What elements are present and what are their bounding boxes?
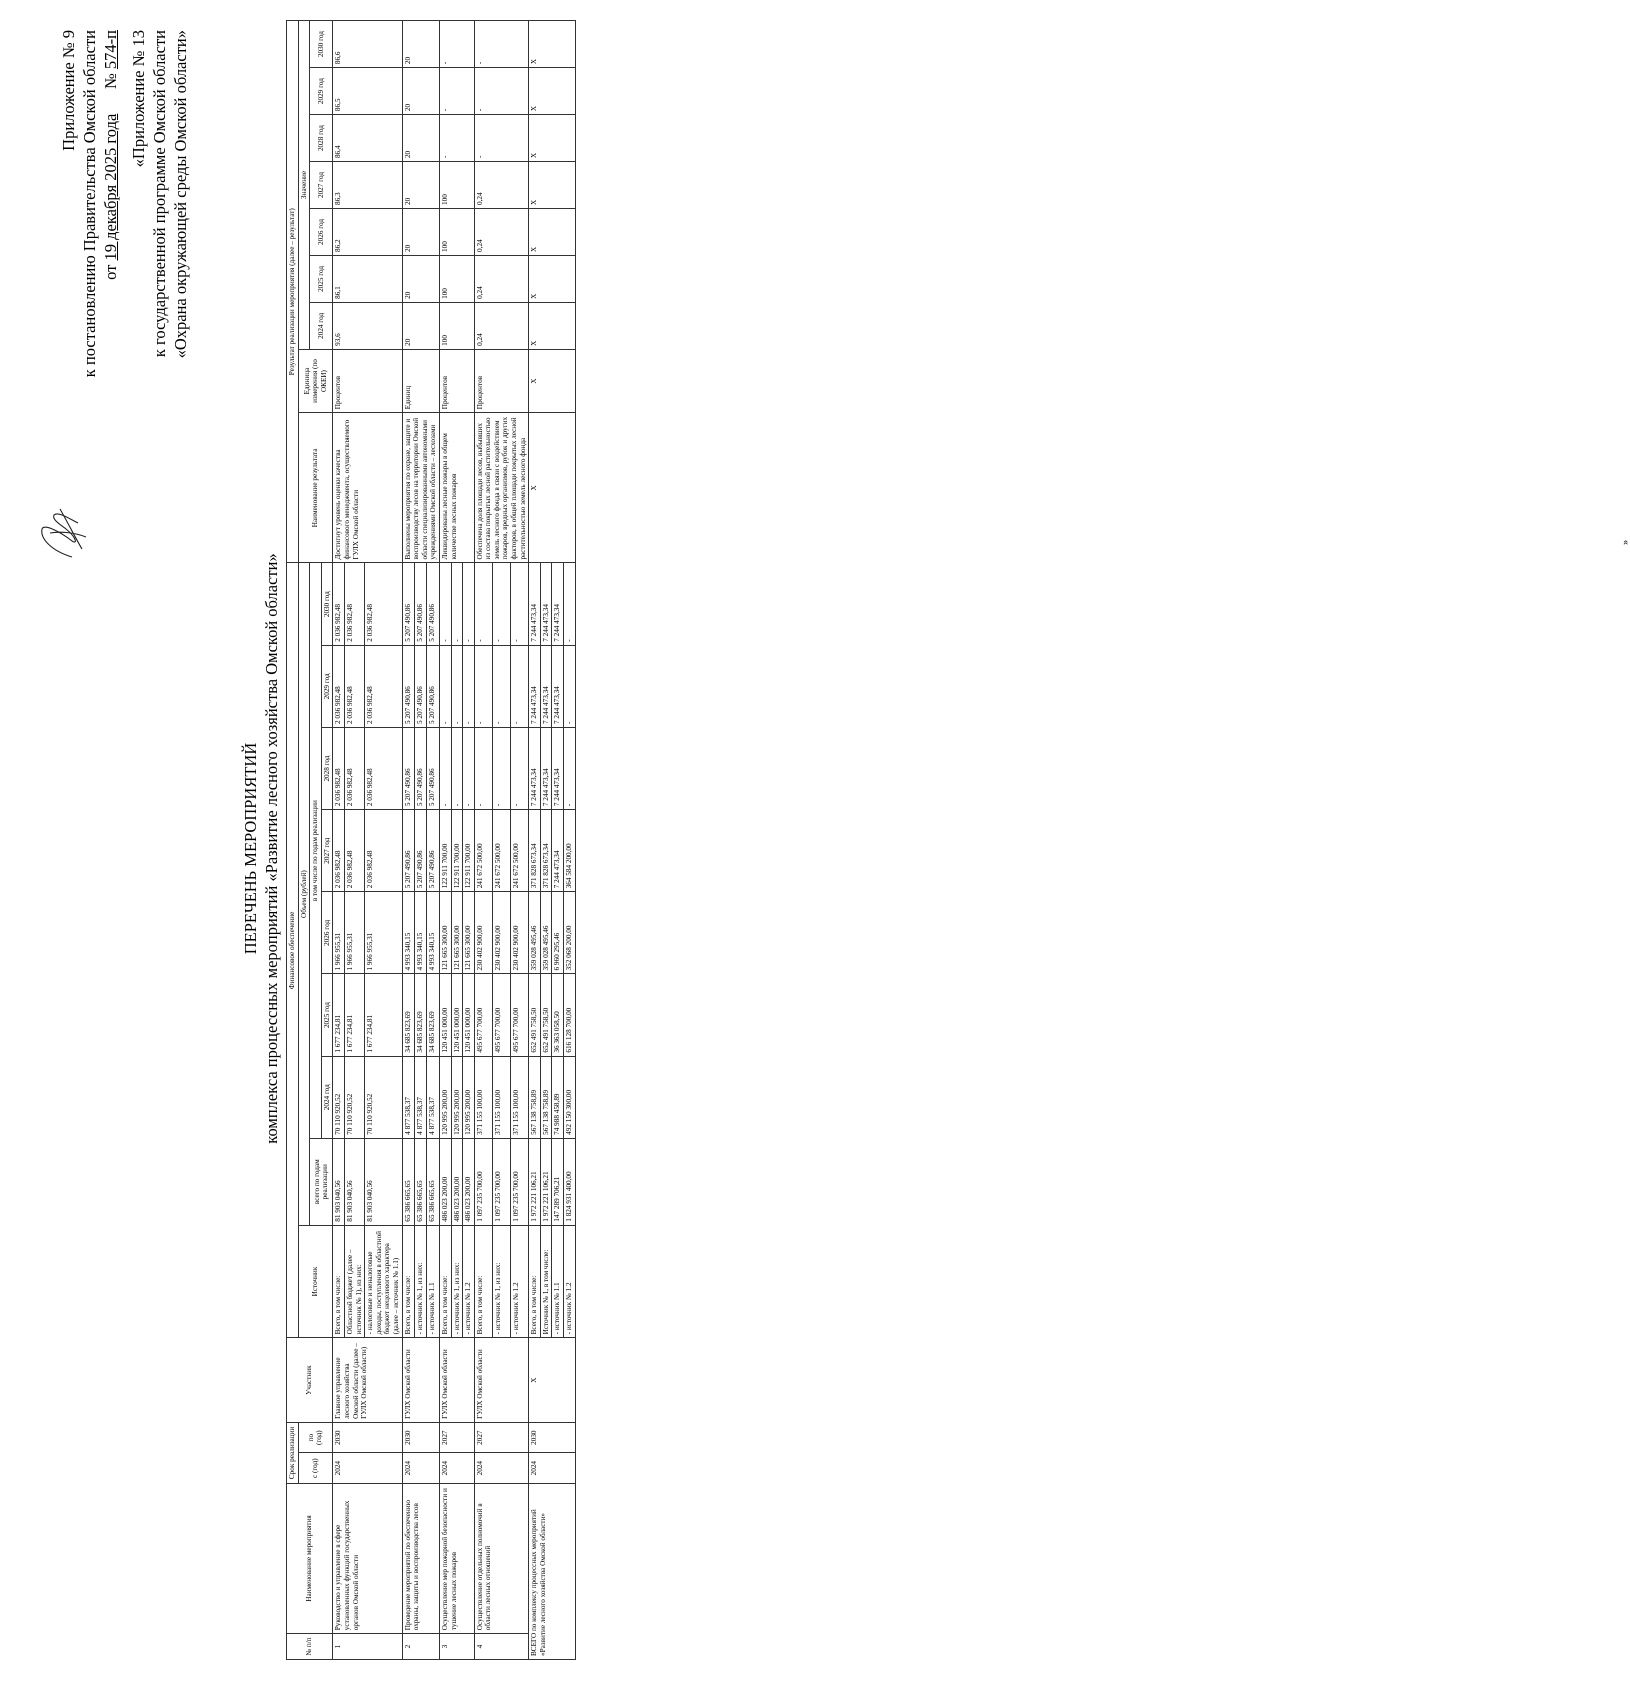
funding-amount: 495 677 700,00 xyxy=(474,974,492,1056)
funding-amount: 2 036 982,48 xyxy=(344,727,364,809)
row-number: 1 xyxy=(333,1634,402,1660)
total-name: ВСЕГО по комплексу процессных мероприятий «Развитие лесного хозяйства Омской области» xyxy=(529,1483,575,1659)
funding-amount: 359 028 495,46 xyxy=(540,892,552,974)
result-unit: X xyxy=(529,349,575,412)
funding-amount: 4 993 340,15 xyxy=(402,892,414,974)
decree-date: 19 декабря 2025 года xyxy=(101,113,120,261)
funding-amount: 2 036 982,48 xyxy=(365,645,402,727)
th-value-year: 2028 год xyxy=(310,115,333,162)
header-text: № xyxy=(101,73,120,89)
title-line: ПЕРЕЧЕНЬ МЕРОПРИЯТИЙ xyxy=(241,742,260,955)
funding-amount: 5 207 490,86 xyxy=(402,563,414,645)
funding-amount: 241 672 500,00 xyxy=(511,810,529,892)
funding-amount: - xyxy=(511,645,529,727)
th-value-year: 2024 год xyxy=(310,302,333,349)
term-to: 2027 xyxy=(439,1422,474,1453)
result-value: 100 xyxy=(439,162,474,209)
result-value: 20 xyxy=(402,208,439,255)
funding-amount: 70 110 920,52 xyxy=(365,1056,402,1138)
funding-amount: - xyxy=(451,563,463,645)
header-line: Приложение № 9 xyxy=(59,30,78,151)
funding-amount: 121 665 300,00 xyxy=(451,892,463,974)
header-appendix-9 xyxy=(58,30,121,377)
funding-amount: 5 207 490,86 xyxy=(414,727,426,809)
result-name: Обеспечена доля площади лесов, выбывших из состава покрытых лесной растительностью земель лесного фонда в связи с воздействием пожаров, вредных организмов, рубок и других факторов, в общей площади покрытых лесной растительностью земель лесного фонда xyxy=(474,413,529,563)
header-date-line xyxy=(100,30,121,377)
funding-amount: 65 386 665,65 xyxy=(402,1138,414,1225)
th-source: Источник xyxy=(298,1225,333,1338)
funding-amount: - xyxy=(439,645,451,727)
funding-amount: - xyxy=(451,727,463,809)
result-value: X xyxy=(529,21,575,68)
funding-amount: 241 672 500,00 xyxy=(474,810,492,892)
funding-amount: 241 672 500,00 xyxy=(492,810,510,892)
funding-amount: 371 155 100,00 xyxy=(511,1056,529,1138)
funding-amount: 7 244 473,34 xyxy=(552,727,564,809)
funding-amount: 121 665 300,00 xyxy=(439,892,451,974)
funding-amount: 371 828 673,34 xyxy=(529,810,541,892)
result-value: - xyxy=(439,68,474,115)
funding-amount: 371 828 673,34 xyxy=(540,810,552,892)
funding-amount: 5 207 490,86 xyxy=(427,563,439,645)
funding-source: Всего, в том числе: xyxy=(439,1225,451,1338)
funding-source: - источник № 1, из них: xyxy=(414,1225,426,1338)
funding-amount: 567 138 758,89 xyxy=(540,1056,552,1138)
funding-amount: 120 995 200,00 xyxy=(439,1056,451,1138)
funding-amount: - xyxy=(564,727,576,809)
funding-amount: 486 023 200,00 xyxy=(451,1138,463,1225)
th-from: с (год) xyxy=(298,1453,333,1484)
result-value: 20 xyxy=(402,68,439,115)
funding-amount: 81 903 040,56 xyxy=(344,1138,364,1225)
result-value: X xyxy=(529,162,575,209)
funding-amount: 7 244 473,34 xyxy=(552,645,564,727)
term-to: 2030 xyxy=(529,1422,575,1453)
funding-amount: 5 207 490,86 xyxy=(427,727,439,809)
funding-amount: 7 244 473,34 xyxy=(552,810,564,892)
funding-amount: 81 903 040,56 xyxy=(333,1138,345,1225)
funding-amount: 1 677 234,81 xyxy=(333,974,345,1056)
funding-amount: - xyxy=(564,645,576,727)
th-year: 2029 год xyxy=(321,645,333,727)
measure-name: Руководство и управление в сфере установленных функций государственных органов Омской области xyxy=(333,1483,402,1633)
result-value: 86,4 xyxy=(333,115,402,162)
result-value: 86,6 xyxy=(333,21,402,68)
funding-amount: - xyxy=(511,563,529,645)
funding-amount: 120 451 000,00 xyxy=(439,974,451,1056)
funding-amount: 1 097 235 700,00 xyxy=(511,1138,529,1225)
th-finance: Финансовое обеспечение xyxy=(287,563,299,1338)
funding-amount: 2 036 982,48 xyxy=(344,645,364,727)
funding-amount: 81 903 040,56 xyxy=(365,1138,402,1225)
th-result: Результат реализации мероприятия (далее – результат) xyxy=(287,21,299,564)
funding-amount: 1 966 955,31 xyxy=(333,892,345,974)
table-head xyxy=(287,21,333,1660)
funding-amount: 230 402 900,00 xyxy=(474,892,492,974)
funding-amount: 5 207 490,86 xyxy=(402,810,414,892)
th-year: 2028 год xyxy=(321,727,333,809)
funding-amount: 7 244 473,34 xyxy=(529,563,541,645)
funding-amount: 230 402 900,00 xyxy=(511,892,529,974)
funding-amount: 7 244 473,34 xyxy=(540,563,552,645)
result-value: 86,5 xyxy=(333,68,402,115)
funding-source: - источник № 1.1 xyxy=(552,1225,564,1338)
funding-amount: 4 993 340,15 xyxy=(427,892,439,974)
result-value: - xyxy=(439,21,474,68)
result-value: 100 xyxy=(439,208,474,255)
funding-amount: 7 244 473,34 xyxy=(529,645,541,727)
funding-amount: 359 028 495,46 xyxy=(529,892,541,974)
funding-source: - источник № 1, из них: xyxy=(492,1225,510,1338)
header-line: к государственной программе Омской области xyxy=(150,30,169,358)
funding-amount: 120 451 000,00 xyxy=(451,974,463,1056)
funding-amount: 2 036 982,48 xyxy=(333,645,345,727)
measures-table xyxy=(286,20,576,1660)
funding-amount: 65 386 665,65 xyxy=(427,1138,439,1225)
funding-amount: 34 685 823,69 xyxy=(414,974,426,1056)
result-unit: Процентов xyxy=(474,349,529,412)
result-value: 20 xyxy=(402,255,439,302)
term-to: 2030 xyxy=(402,1422,439,1453)
result-value: 93,6 xyxy=(333,302,402,349)
title-line: комплекса процессных мероприятий «Развитие лесного хозяйства Омской области» xyxy=(262,553,281,1144)
result-name: Ликвидированы лесные пожары в общем количестве лесных пожаров xyxy=(439,413,474,563)
funding-amount: 2 036 982,48 xyxy=(333,563,345,645)
funding-amount: 122 911 700,00 xyxy=(451,810,463,892)
funding-amount: 4 993 340,15 xyxy=(414,892,426,974)
funding-amount: 1 966 955,31 xyxy=(344,892,364,974)
result-value: X xyxy=(529,255,575,302)
signature-mark xyxy=(32,503,92,563)
measure-name: Осуществление мер пожарной безопасности и тушение лесных пожаров xyxy=(439,1483,474,1633)
funding-source: Всего, в том числе: xyxy=(529,1225,541,1338)
funding-amount: 4 877 538,37 xyxy=(414,1056,426,1138)
th-result-name: Наименование результата xyxy=(298,413,333,563)
closing-quote: » xyxy=(1620,539,1630,545)
result-value: - xyxy=(474,68,529,115)
header-line: к постановлению Правительства Омской области xyxy=(80,30,99,378)
table-row xyxy=(474,21,492,1660)
th-to: по (год) xyxy=(298,1422,333,1453)
funding-source: - налоговые и неналоговые доходы, поступления в областной бюджет нецелевого характера (далее – источник № 1.1) xyxy=(365,1225,402,1338)
th-year: 2026 год xyxy=(321,892,333,974)
result-value: X xyxy=(529,115,575,162)
th-year: 2027 год xyxy=(321,810,333,892)
th-volume: Объем (рублей) xyxy=(298,563,310,1225)
funding-amount: 6 960 295,46 xyxy=(552,892,564,974)
funding-amount: - xyxy=(463,727,475,809)
term-from: 2024 xyxy=(402,1453,439,1484)
funding-amount: 1 972 221 106,21 xyxy=(529,1138,541,1225)
document-title xyxy=(240,0,282,1697)
row-number: 3 xyxy=(439,1634,474,1660)
funding-amount: 5 207 490,86 xyxy=(414,810,426,892)
th-by-years: в том числе по годам реализации xyxy=(310,563,322,1138)
term-to: 2030 xyxy=(333,1422,402,1453)
result-value: X xyxy=(529,68,575,115)
result-value: 0,24 xyxy=(474,255,529,302)
funding-amount: 567 138 758,89 xyxy=(529,1056,541,1138)
result-unit: Процентов xyxy=(439,349,474,412)
row-number: 2 xyxy=(402,1634,439,1660)
funding-amount: 4 877 538,37 xyxy=(402,1056,414,1138)
result-name: X xyxy=(529,413,575,563)
funding-amount: 230 402 900,00 xyxy=(492,892,510,974)
th-value: Значение xyxy=(298,21,310,350)
funding-amount: 70 110 920,52 xyxy=(344,1056,364,1138)
funding-amount: 364 584 200,00 xyxy=(564,810,576,892)
table-row xyxy=(439,21,451,1660)
funding-amount: 5 207 490,86 xyxy=(402,727,414,809)
funding-amount: 122 911 700,00 xyxy=(439,810,451,892)
funding-amount: 121 665 300,00 xyxy=(463,892,475,974)
result-value: 0,24 xyxy=(474,162,529,209)
funding-amount: - xyxy=(492,727,510,809)
funding-amount: 5 207 490,86 xyxy=(414,645,426,727)
funding-amount: 2 036 982,48 xyxy=(333,810,345,892)
participant: X xyxy=(529,1338,575,1423)
funding-source: - источник № 1.2 xyxy=(511,1225,529,1338)
funding-amount: 120 995 200,00 xyxy=(463,1056,475,1138)
header-appendix-13 xyxy=(128,30,191,358)
decree-number: 574-п xyxy=(101,30,120,70)
funding-amount: 5 207 490,86 xyxy=(414,563,426,645)
funding-amount: 1 972 221 106,21 xyxy=(540,1138,552,1225)
funding-amount: - xyxy=(463,563,475,645)
term-from: 2024 xyxy=(333,1453,402,1484)
funding-amount: 7 244 473,34 xyxy=(540,645,552,727)
result-value: 100 xyxy=(439,302,474,349)
result-value: - xyxy=(474,115,529,162)
funding-amount: 652 491 758,50 xyxy=(540,974,552,1056)
funding-amount: 36 363 058,50 xyxy=(552,974,564,1056)
funding-amount: 122 911 700,00 xyxy=(463,810,475,892)
th-value-year: 2025 год xyxy=(310,255,333,302)
result-value: - xyxy=(439,115,474,162)
funding-source: - источник № 1.2 xyxy=(564,1225,576,1338)
funding-amount: 1 677 234,81 xyxy=(365,974,402,1056)
measure-name: Проведение мероприятий по обеспечению охраны, защиты и воспроизводства лесов xyxy=(402,1483,439,1633)
funding-source: - источник № 1.2 xyxy=(463,1225,475,1338)
th-year: 2024 год xyxy=(321,1056,333,1138)
th-year: 2030 год xyxy=(321,563,333,645)
table-body xyxy=(333,21,575,1660)
funding-amount: 371 155 100,00 xyxy=(474,1056,492,1138)
funding-amount: - xyxy=(511,727,529,809)
result-value: 86,2 xyxy=(333,208,402,255)
result-value: 0,24 xyxy=(474,208,529,255)
funding-amount: - xyxy=(439,563,451,645)
funding-amount: 492 150 300,00 xyxy=(564,1056,576,1138)
funding-amount: 147 289 706,21 xyxy=(552,1138,564,1225)
participant: Главное управление лесного хозяйства Омской области (далее – ГУЛХ Омской области) xyxy=(333,1338,402,1423)
funding-amount: 1 966 955,31 xyxy=(365,892,402,974)
funding-amount: 495 677 700,00 xyxy=(492,974,510,1056)
row-number: 4 xyxy=(474,1634,529,1660)
result-name: Выполнены мероприятия по охране, защите и воспроизводству лесов на территории Омской области специализированными автономными учреждениями Омской области – лесхозами xyxy=(402,413,439,563)
result-value: X xyxy=(529,208,575,255)
funding-amount: 70 110 920,52 xyxy=(333,1056,345,1138)
table-row xyxy=(333,21,345,1660)
funding-amount: 7 244 473,34 xyxy=(540,727,552,809)
funding-amount: 2 036 982,48 xyxy=(365,727,402,809)
funding-amount: 352 068 200,00 xyxy=(564,892,576,974)
funding-amount: 652 491 758,50 xyxy=(529,974,541,1056)
funding-source: - источник № 1, из них: xyxy=(451,1225,463,1338)
result-value: 0,24 xyxy=(474,302,529,349)
funding-amount: 74 988 458,89 xyxy=(552,1056,564,1138)
funding-amount: 4 877 538,37 xyxy=(427,1056,439,1138)
th-value-year: 2029 год xyxy=(310,68,333,115)
funding-amount: - xyxy=(451,645,463,727)
funding-amount: 5 207 490,86 xyxy=(427,810,439,892)
th-participant: Участник xyxy=(287,1338,333,1423)
result-value: 20 xyxy=(402,21,439,68)
funding-amount: - xyxy=(439,727,451,809)
result-unit: Единиц xyxy=(402,349,439,412)
funding-amount: 1 097 235 700,00 xyxy=(492,1138,510,1225)
funding-amount: 2 036 982,48 xyxy=(344,563,364,645)
funding-amount: 5 207 490,86 xyxy=(402,645,414,727)
term-from: 2024 xyxy=(529,1453,575,1484)
result-value: - xyxy=(474,21,529,68)
funding-amount: 2 036 982,48 xyxy=(365,810,402,892)
funding-source: Всего, в том числе: xyxy=(333,1225,345,1338)
funding-amount: 120 451 000,00 xyxy=(463,974,475,1056)
funding-source: Источник № 1, в том числе: xyxy=(540,1225,552,1338)
funding-amount: - xyxy=(492,645,510,727)
measure-name: Осуществление отдельных полномочий в области лесных отношений xyxy=(474,1483,529,1633)
th-year: 2025 год xyxy=(321,974,333,1056)
result-value: 100 xyxy=(439,255,474,302)
th-term: Срок реализации xyxy=(287,1422,299,1483)
result-value: 20 xyxy=(402,162,439,209)
th-value-year: 2026 год xyxy=(310,208,333,255)
th-name: Наименование мероприятия xyxy=(287,1483,333,1633)
funding-amount: 616 128 700,00 xyxy=(564,974,576,1056)
participant: ГУЛХ Омской области xyxy=(439,1338,474,1423)
funding-amount: - xyxy=(474,727,492,809)
funding-amount: 371 155 100,00 xyxy=(492,1056,510,1138)
header-text: от xyxy=(101,264,120,280)
funding-amount: 2 036 982,48 xyxy=(333,727,345,809)
participant: ГУЛХ Омской области xyxy=(474,1338,529,1423)
result-value: 86,3 xyxy=(333,162,402,209)
funding-amount: - xyxy=(474,563,492,645)
funding-amount: 1 677 234,81 xyxy=(344,974,364,1056)
total-row xyxy=(529,21,541,1660)
th-num: № п/п xyxy=(287,1634,333,1660)
funding-source: - источник № 1.1 xyxy=(427,1225,439,1338)
funding-amount: 65 386 665,65 xyxy=(414,1138,426,1225)
funding-amount: 2 036 982,48 xyxy=(344,810,364,892)
funding-amount: - xyxy=(564,563,576,645)
term-to: 2027 xyxy=(474,1422,529,1453)
funding-source: Всего, в том числе: xyxy=(474,1225,492,1338)
th-value-year: 2030 год xyxy=(310,21,333,68)
th-total: всего по годам реализации xyxy=(310,1138,333,1225)
funding-source: Всего, в том числе: xyxy=(402,1225,414,1338)
result-value: 20 xyxy=(402,302,439,349)
term-from: 2024 xyxy=(474,1453,529,1484)
header-line: «Приложение № 13 xyxy=(129,30,148,168)
result-value: 86,1 xyxy=(333,255,402,302)
th-unit: Единица измерения (по ОКЕИ) xyxy=(298,349,333,412)
funding-amount: 34 685 823,69 xyxy=(402,974,414,1056)
funding-amount: 1 097 235 700,00 xyxy=(474,1138,492,1225)
result-value: 20 xyxy=(402,115,439,162)
th-value-year: 2027 год xyxy=(310,162,333,209)
funding-amount: 34 685 823,69 xyxy=(427,974,439,1056)
participant: ГУЛХ Омской области xyxy=(402,1338,439,1423)
table-row xyxy=(402,21,414,1660)
funding-amount: 120 995 200,00 xyxy=(451,1056,463,1138)
funding-amount: 486 023 200,00 xyxy=(463,1138,475,1225)
result-value: X xyxy=(529,302,575,349)
term-from: 2024 xyxy=(439,1453,474,1484)
result-name: Достигнут уровень оценки качества финансового менеджмента, осуществляемого ГУЛХ Омской области xyxy=(333,413,402,563)
header-line: «Охрана окружающей среды Омской области» xyxy=(171,30,190,359)
funding-amount: 7 244 473,34 xyxy=(552,563,564,645)
funding-source: Областной бюджет (далее – источник № 1), из них: xyxy=(344,1225,364,1338)
result-unit: Процентов xyxy=(333,349,402,412)
funding-amount: - xyxy=(492,563,510,645)
funding-amount: 2 036 982,48 xyxy=(365,563,402,645)
funding-amount: 5 207 490,86 xyxy=(427,645,439,727)
funding-amount: 1 824 931 400,00 xyxy=(564,1138,576,1225)
funding-amount: 495 677 700,00 xyxy=(511,974,529,1056)
funding-amount: - xyxy=(463,645,475,727)
funding-amount: - xyxy=(474,645,492,727)
funding-amount: 486 023 200,00 xyxy=(439,1138,451,1225)
funding-amount: 7 244 473,34 xyxy=(529,727,541,809)
